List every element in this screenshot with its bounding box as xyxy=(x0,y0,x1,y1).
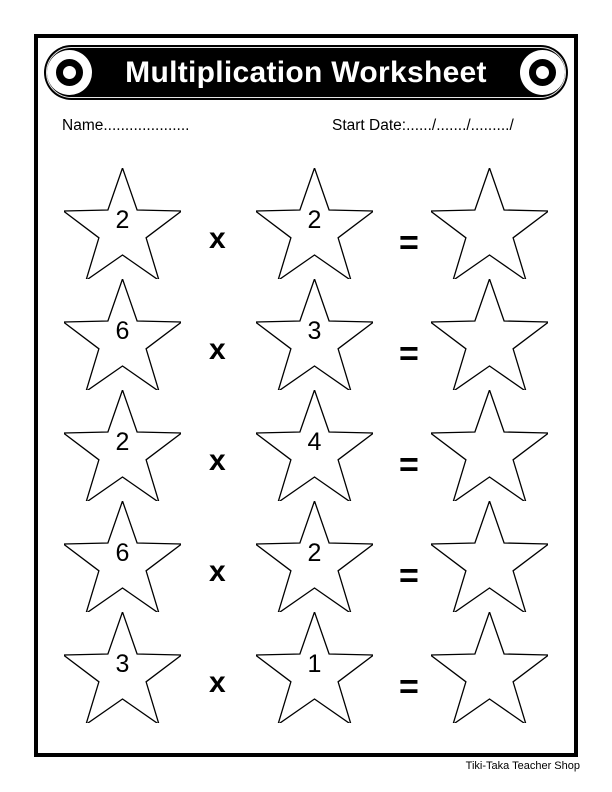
answer-star[interactable] xyxy=(431,390,548,501)
star-number: 2 xyxy=(307,539,322,567)
title-banner xyxy=(44,45,568,100)
equals-sign: = xyxy=(399,335,419,373)
star-outline-icon xyxy=(431,612,548,723)
equals-sign: = xyxy=(399,446,419,484)
factor-star xyxy=(64,501,181,612)
problem-row xyxy=(0,168,612,278)
times-sign: x xyxy=(209,444,226,477)
answer-star[interactable] xyxy=(431,501,548,612)
factor-star xyxy=(256,612,373,723)
target-ring-icon xyxy=(520,50,565,95)
star-outline-icon xyxy=(431,279,548,390)
star-outline-icon xyxy=(431,501,548,612)
name-field[interactable]: Name.................... xyxy=(62,117,190,134)
equals-sign: = xyxy=(399,668,419,706)
star-outline-icon xyxy=(431,390,548,501)
problem-row xyxy=(0,279,612,389)
factor-star xyxy=(64,390,181,501)
factor-star xyxy=(256,501,373,612)
star-outline-icon xyxy=(431,168,548,279)
problem-row xyxy=(0,501,612,611)
factor-star xyxy=(64,168,181,279)
factor-star xyxy=(256,168,373,279)
answer-star[interactable] xyxy=(431,279,548,390)
star-number: 2 xyxy=(115,206,130,234)
factor-star xyxy=(64,279,181,390)
start-date-field[interactable]: Start Date:....../......./........./ xyxy=(332,117,514,134)
problem-row xyxy=(0,390,612,500)
problem-row xyxy=(0,612,612,722)
times-sign: x xyxy=(209,333,226,366)
equals-sign: = xyxy=(399,224,419,262)
times-sign: x xyxy=(209,555,226,588)
star-number: 3 xyxy=(115,650,130,678)
star-number: 4 xyxy=(307,428,322,456)
footer-credit: Tiki-Taka Teacher Shop xyxy=(465,760,580,772)
star-number: 6 xyxy=(115,539,130,567)
star-number: 2 xyxy=(115,428,130,456)
factor-star xyxy=(256,279,373,390)
star-number: 6 xyxy=(115,317,130,345)
times-sign: x xyxy=(209,222,226,255)
factor-star xyxy=(256,390,373,501)
equals-sign: = xyxy=(399,557,419,595)
page-title: Multiplication Worksheet xyxy=(125,56,487,89)
times-sign: x xyxy=(209,666,226,699)
answer-star[interactable] xyxy=(431,168,548,279)
factor-star xyxy=(64,612,181,723)
star-number: 2 xyxy=(307,206,322,234)
star-number: 1 xyxy=(307,650,322,678)
answer-star[interactable] xyxy=(431,612,548,723)
star-number: 3 xyxy=(307,317,322,345)
